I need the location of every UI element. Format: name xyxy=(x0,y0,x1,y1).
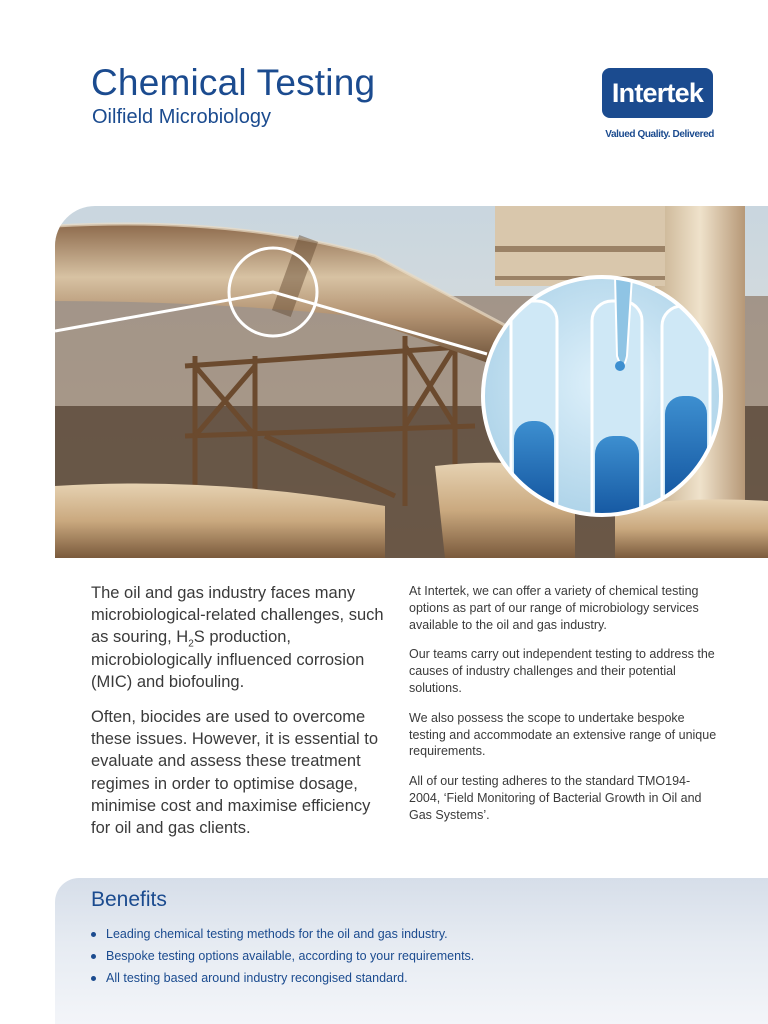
intro-column xyxy=(91,582,391,852)
intro-paragraph-1: The oil and gas industry faces many microbiological-related challenges, such as souring, $H_2S$ production, microbiologically influenced corrosion (MIC) and biofouling. xyxy=(91,584,384,691)
benefits-title: Benefits xyxy=(91,888,167,911)
benefit-item: All testing based around industry recongised standard. xyxy=(91,967,474,989)
detail-paragraph: Our teams carry out independent testing to address the causes of industry challenges and their potential solutions. xyxy=(409,647,715,695)
logo-tagline: Valued Quality. Delivered xyxy=(605,129,714,140)
detail-paragraph: At Intertek, we can offer a variety of chemical testing options as part of our range of microbiology services available to the oil and gas industry. xyxy=(409,584,699,632)
detail-paragraph: All of our testing adheres to the standard TMO194-2004, ‘Field Monitoring of Bacterial Growth in Oil and Gas Systems’. xyxy=(409,774,702,822)
page-title: Chemical Testing xyxy=(91,62,376,103)
detail-column xyxy=(409,583,719,837)
bullet-icon xyxy=(91,932,96,937)
bullet-icon xyxy=(91,954,96,959)
benefits-list xyxy=(91,923,474,989)
benefits-panel xyxy=(55,878,768,1024)
benefit-item: Leading chemical testing methods for the oil and gas industry. xyxy=(91,923,474,945)
intro-paragraph-2: Often, biocides are used to overcome these issues. However, it is essential to evaluate and assess these treatment regimes in order to optimise dosage, minimise cost and maximise efficiency for oil and gas clients. xyxy=(91,708,379,838)
bullet-icon xyxy=(91,976,96,981)
intertek-logo: Intertek xyxy=(602,68,713,118)
benefit-item: Bespoke testing options available, according to your requirements. xyxy=(91,945,474,967)
page-subtitle: Oilfield Microbiology xyxy=(92,106,271,128)
detail-paragraph: We also possess the scope to undertake bespoke testing and accommodate an extensive range of unique requirements. xyxy=(409,710,717,759)
hero-image xyxy=(55,206,768,558)
